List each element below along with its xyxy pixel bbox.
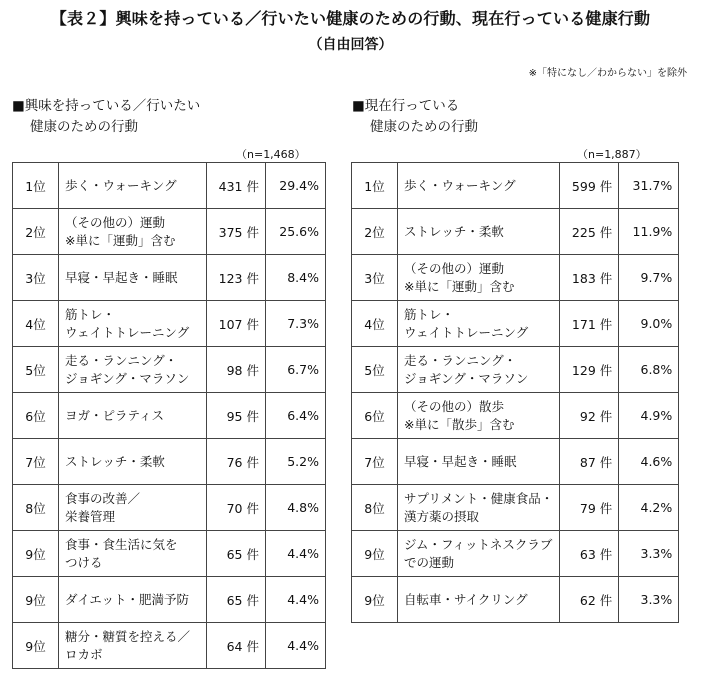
item-label-line: （その他の）運動	[404, 260, 505, 276]
right-ranking-table	[351, 162, 679, 623]
item-cell	[398, 301, 560, 347]
count-cell: 76 件	[207, 439, 266, 485]
left-heading-line1: ■興味を持っている／行いたい	[12, 98, 201, 114]
rank-cell: 4位	[352, 301, 398, 347]
percentage-cell: 4.9%	[619, 393, 679, 439]
percentage-cell: 6.7%	[266, 347, 326, 393]
percentage-cell: 11.9%	[619, 209, 679, 255]
table-row	[352, 577, 679, 623]
percentage-cell: 4.8%	[266, 485, 326, 531]
count-cell: 129 件	[560, 347, 619, 393]
table-row	[13, 393, 326, 439]
left-sample-size: （n=1,468）	[236, 148, 306, 161]
table-row	[13, 163, 326, 209]
rank-cell: 9位	[352, 577, 398, 623]
count-cell: 375 件	[207, 209, 266, 255]
rank-cell: 2位	[13, 209, 59, 255]
item-cell	[398, 439, 560, 485]
table-row	[352, 393, 679, 439]
item-label-line: 食事・食生活に気を	[65, 536, 178, 552]
count-cell: 62 件	[560, 577, 619, 623]
rank-cell: 6位	[352, 393, 398, 439]
count-cell: 431 件	[207, 163, 266, 209]
rank-cell: 3位	[13, 255, 59, 301]
table-row	[13, 439, 326, 485]
item-label-line: 早寝・早起き・睡眠	[65, 269, 178, 285]
item-label-line: ※単に「運動」含む	[65, 232, 176, 248]
count-cell: 64 件	[207, 623, 266, 669]
item-label-line: つける	[65, 554, 103, 570]
right-section-heading	[352, 96, 478, 138]
item-label-line: ジョギング・マラソン	[65, 370, 190, 386]
item-label-line: ジム・フィットネスクラブ	[404, 536, 553, 552]
right-sample-size: （n=1,887）	[577, 148, 647, 161]
table-row	[13, 347, 326, 393]
table-row	[352, 347, 679, 393]
item-cell	[59, 485, 207, 531]
item-label-line: 早寝・早起き・睡眠	[404, 453, 517, 469]
item-label-line: 歩く・ウォーキング	[65, 177, 177, 193]
table-row	[352, 163, 679, 209]
percentage-cell: 3.3%	[619, 577, 679, 623]
item-label-line: 走る・ランニング・	[65, 352, 178, 368]
count-cell: 107 件	[207, 301, 266, 347]
table-row	[352, 301, 679, 347]
count-cell: 65 件	[207, 577, 266, 623]
count-cell: 98 件	[207, 347, 266, 393]
count-cell: 225 件	[560, 209, 619, 255]
rank-cell: 5位	[13, 347, 59, 393]
item-cell	[59, 255, 207, 301]
item-cell	[398, 485, 560, 531]
percentage-cell: 4.4%	[266, 531, 326, 577]
percentage-cell: 7.3%	[266, 301, 326, 347]
item-label-line: ※単に「散歩」含む	[404, 416, 515, 432]
item-cell	[59, 577, 207, 623]
rank-cell: 7位	[13, 439, 59, 485]
right-heading-line1: ■現在行っている	[352, 98, 460, 114]
count-cell: 63 件	[560, 531, 619, 577]
rank-cell: 2位	[352, 209, 398, 255]
rank-cell: 5位	[352, 347, 398, 393]
percentage-cell: 4.2%	[619, 485, 679, 531]
item-label-line: 走る・ランニング・	[404, 352, 517, 368]
table-row	[352, 439, 679, 485]
table-row	[352, 209, 679, 255]
item-label-line: 歩く・ウォーキング	[404, 177, 516, 193]
rank-cell: 9位	[13, 531, 59, 577]
percentage-cell: 5.2%	[266, 439, 326, 485]
rank-cell: 3位	[352, 255, 398, 301]
percentage-cell: 6.4%	[266, 393, 326, 439]
left-heading-line2: 健康のための行動	[30, 119, 138, 135]
item-label-line: 糖分・糖質を控える／	[65, 628, 191, 644]
item-cell	[59, 531, 207, 577]
rank-cell: 8位	[352, 485, 398, 531]
left-section-heading	[12, 96, 200, 138]
exclusion-note: ※「特になし／わからない」を除外	[528, 68, 687, 79]
table-row	[13, 577, 326, 623]
count-cell: 183 件	[560, 255, 619, 301]
table-row	[13, 255, 326, 301]
rank-cell: 4位	[13, 301, 59, 347]
count-cell: 70 件	[207, 485, 266, 531]
item-label-line: （その他の）運動	[65, 214, 166, 230]
count-cell: 87 件	[560, 439, 619, 485]
item-label-line: 筋トレ・	[404, 306, 455, 322]
item-label-line: ジョギング・マラソン	[404, 370, 529, 386]
rank-cell: 9位	[13, 623, 59, 669]
item-cell	[398, 163, 560, 209]
item-cell	[59, 623, 207, 669]
item-label-line: ロカボ	[65, 646, 103, 662]
item-cell	[398, 393, 560, 439]
percentage-cell: 3.3%	[619, 531, 679, 577]
item-label-line: ヨガ・ピラティス	[65, 407, 165, 423]
item-label-line: での運動	[404, 554, 455, 570]
page-subtitle: （自由回答）	[308, 37, 393, 53]
count-cell: 79 件	[560, 485, 619, 531]
item-label-line: 筋トレ・	[65, 306, 116, 322]
table-row	[13, 531, 326, 577]
table-row	[13, 485, 326, 531]
item-cell	[59, 393, 207, 439]
percentage-cell: 4.6%	[619, 439, 679, 485]
percentage-cell: 8.4%	[266, 255, 326, 301]
rank-cell: 7位	[352, 439, 398, 485]
item-label-line: ※単に「運動」含む	[404, 278, 515, 294]
item-cell	[398, 531, 560, 577]
count-cell: 599 件	[560, 163, 619, 209]
percentage-cell: 25.6%	[266, 209, 326, 255]
table-row	[13, 209, 326, 255]
percentage-cell: 9.7%	[619, 255, 679, 301]
item-label-line: ストレッチ・柔軟	[65, 453, 165, 469]
count-cell: 65 件	[207, 531, 266, 577]
item-cell	[398, 577, 560, 623]
count-cell: 92 件	[560, 393, 619, 439]
item-label-line: 漢方薬の摂取	[404, 508, 480, 524]
item-label-line: ストレッチ・柔軟	[404, 223, 504, 239]
right-heading-line2: 健康のための行動	[370, 119, 478, 135]
rank-cell: 1位	[13, 163, 59, 209]
table-row	[352, 531, 679, 577]
rank-cell: 9位	[13, 577, 59, 623]
item-label-line: ウェイトトレーニング	[65, 324, 190, 340]
rank-cell: 9位	[352, 531, 398, 577]
item-label-line: 栄養管理	[65, 508, 116, 524]
item-cell	[398, 209, 560, 255]
page-title: 【表２】興味を持っている／行いたい健康のための行動、現在行っている健康行動	[50, 9, 651, 28]
table-row	[352, 485, 679, 531]
item-label-line: 自転車・サイクリング	[404, 591, 528, 607]
rank-cell: 1位	[352, 163, 398, 209]
item-cell	[398, 255, 560, 301]
percentage-cell: 31.7%	[619, 163, 679, 209]
table-row	[13, 623, 326, 669]
count-cell: 123 件	[207, 255, 266, 301]
item-cell	[59, 301, 207, 347]
item-label-line: ダイエット・肥満予防	[65, 591, 190, 607]
left-ranking-table	[12, 162, 326, 669]
item-label-line: 食事の改善／	[65, 490, 141, 506]
count-cell: 95 件	[207, 393, 266, 439]
count-cell: 171 件	[560, 301, 619, 347]
item-label-line: サプリメント・健康食品・	[404, 490, 554, 506]
rank-cell: 6位	[13, 393, 59, 439]
table-row	[13, 301, 326, 347]
item-cell	[59, 347, 207, 393]
percentage-cell: 29.4%	[266, 163, 326, 209]
percentage-cell: 4.4%	[266, 577, 326, 623]
rank-cell: 8位	[13, 485, 59, 531]
percentage-cell: 4.4%	[266, 623, 326, 669]
item-cell	[59, 439, 207, 485]
item-cell	[398, 347, 560, 393]
table-row	[352, 255, 679, 301]
item-cell	[59, 209, 207, 255]
percentage-cell: 6.8%	[619, 347, 679, 393]
item-cell	[59, 163, 207, 209]
item-label-line: ウェイトトレーニング	[404, 324, 529, 340]
percentage-cell: 9.0%	[619, 301, 679, 347]
item-label-line: （その他の）散歩	[404, 398, 505, 414]
